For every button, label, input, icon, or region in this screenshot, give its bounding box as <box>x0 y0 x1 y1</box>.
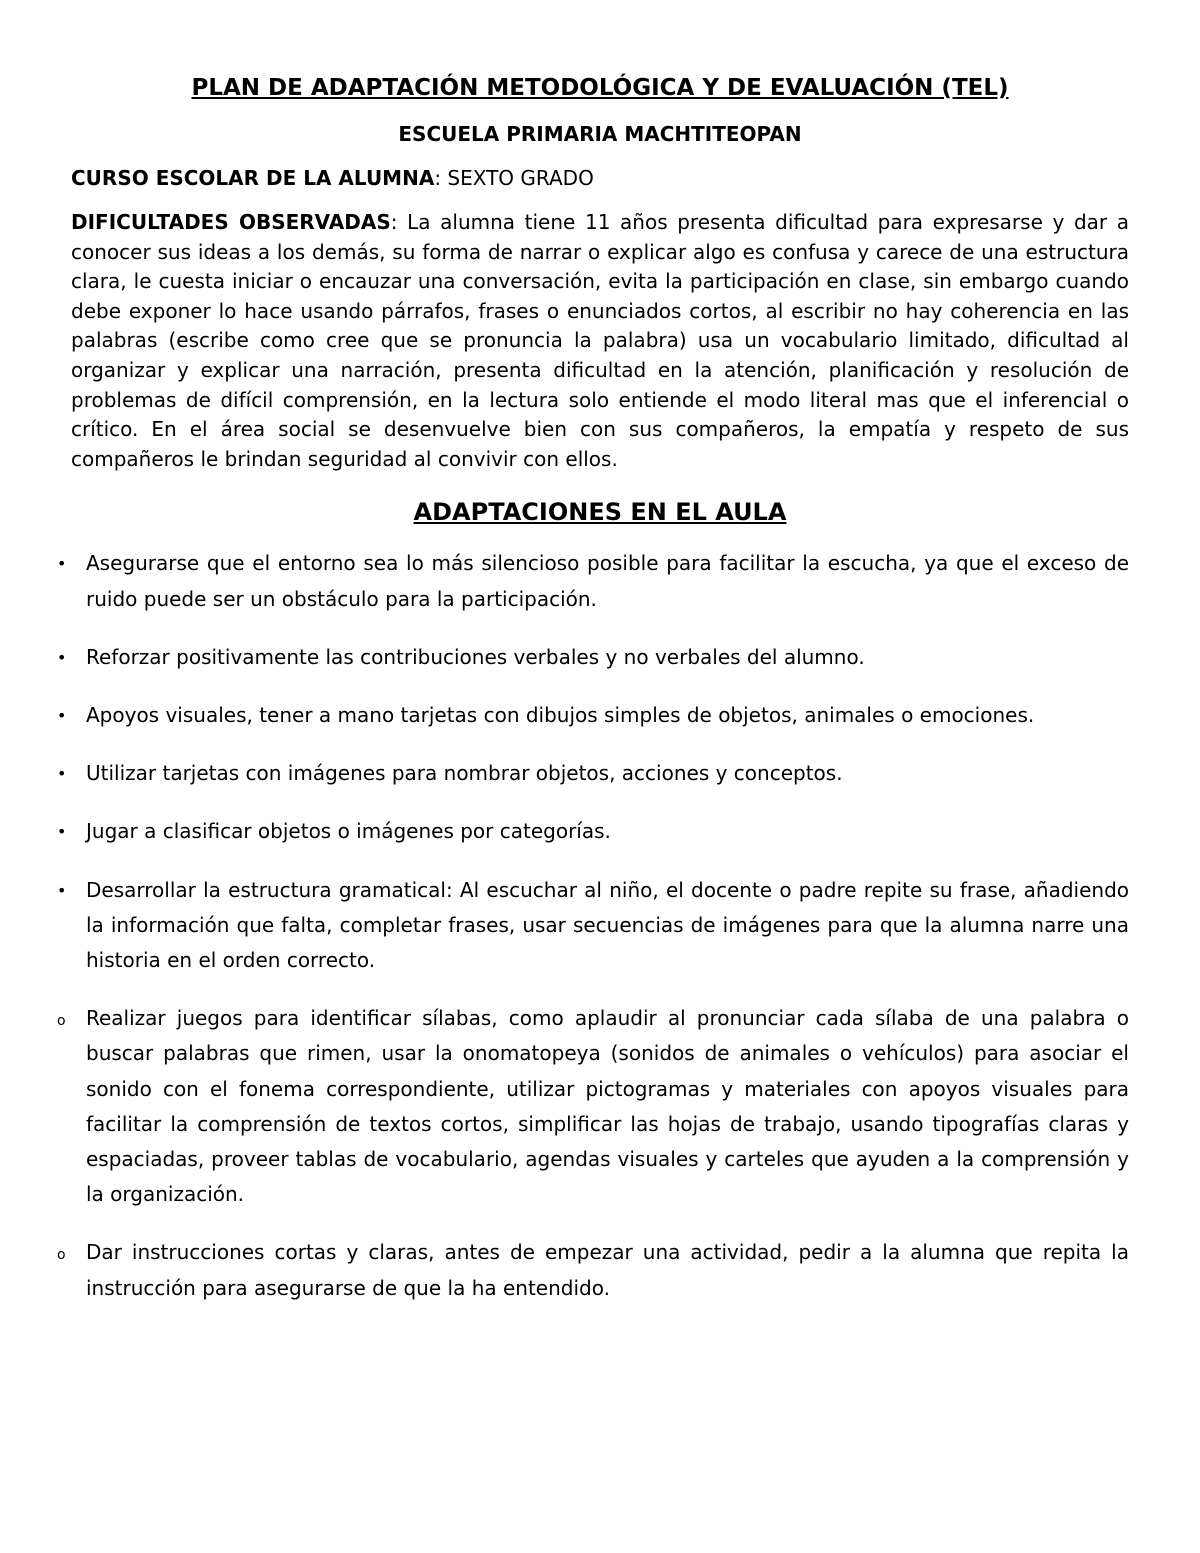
course-label: CURSO ESCOLAR DE LA ALUMNA <box>71 166 435 190</box>
list-item-text: Reforzar positivamente las contribuciones verbales y no verbales del alumno. <box>86 644 865 669</box>
list-item <box>57 756 1129 791</box>
bullet-icon: • <box>57 880 67 900</box>
list-item <box>57 698 1129 733</box>
course-value: : SEXTO GRADO <box>434 166 594 190</box>
difficulties-paragraph <box>71 208 1129 474</box>
list-item <box>57 1001 1129 1212</box>
list-item-text: Apoyos visuales, tener a mano tarjetas con dibujos simples de objetos, animales o emociones. <box>86 702 1035 727</box>
list-item-text: Utilizar tarjetas con imágenes para nombrar objetos, acciones y conceptos. <box>86 761 843 786</box>
adaptations-list <box>57 546 1129 1305</box>
list-item <box>57 814 1129 849</box>
list-item <box>57 1235 1129 1305</box>
difficulties-text: : La alumna tiene 11 años presenta dificultad para expresarse y dar a conocer sus ideas a los demás, su forma de narrar o explicar algo es confusa y carece de una estructura clara, le cuesta iniciar o encauzar una conversación, evita la participación en clase, sin embargo cuando debe exponer lo hace usando párrafos, frases o enunciados cortos, al escribir no hay coherencia en las palabras (escribe como cree que se pronuncia la palabra) usa un vocabulario limitado, dificultad al organizar y explicar una narración, presenta dificultad en la atención, planificación y resolución de problemas de difícil comprensión, en la lectura solo entiende el modo literal mas que el inferencial o crítico. En el área social se desenvuelve bien con sus compañeros, la empatía y respeto de sus compañeros le brindan seguridad al convivir con ellos. <box>71 210 1130 471</box>
school-name: ESCUELA PRIMARIA MACHTITEOPAN <box>398 122 802 146</box>
list-item-text: Dar instrucciones cortas y claras, antes de empezar una actividad, pedir a la alumna que repita la instrucción para asegurarse de que la ha entendido. <box>86 1240 1129 1300</box>
list-item-text: Asegurarse que el entorno sea lo más silencioso posible para facilitar la escucha, ya que el exceso de ruido puede ser un obstáculo para la participación. <box>86 551 1129 611</box>
list-item <box>57 873 1129 979</box>
bullet-icon: • <box>57 647 67 667</box>
document-page <box>57 72 1130 1329</box>
bullet-icon: • <box>57 822 67 842</box>
list-item-text: Jugar a clasificar objetos o imágenes por categorías. <box>86 819 611 844</box>
section-title: ADAPTACIONES EN EL AULA <box>413 498 787 527</box>
bullet-icon: • <box>57 554 67 574</box>
bullet-icon: • <box>57 764 67 784</box>
difficulties-label: DIFICULTADES OBSERVADAS <box>71 210 391 234</box>
course-line <box>71 164 1129 192</box>
list-item-text: Desarrollar la estructura gramatical: Al escuchar al niño, el docente o padre repite su frase, añadiendo la información que falta, completar frases, usar secuencias de imágenes para que la alumna narre una historia en el orden correcto. <box>86 877 1129 972</box>
document-title: PLAN DE ADAPTACIÓN METODOLÓGICA Y DE EVALUACIÓN (TEL) <box>191 75 1009 101</box>
circle-bullet-icon: o <box>57 1013 66 1030</box>
list-item-text: Realizar juegos para identificar sílabas, como aplaudir al pronunciar cada sílaba de una palabra o buscar palabras que rimen, usar la onomatopeya (sonidos de animales o vehículos) para asociar el sonido con el fonema correspondiente, utilizar pictogramas y materiales con apoyos visuales para facilitar la comprensión de textos cortos, simplificar las hojas de trabajo, usando tipografías claras y espaciadas, proveer tablas de vocabulario, agendas visuales y carteles que ayuden a la comprensión y la organización. <box>86 1006 1129 1207</box>
circle-bullet-icon: o <box>57 1247 66 1264</box>
bullet-icon: • <box>57 705 67 725</box>
list-item <box>57 546 1129 616</box>
list-item <box>57 640 1129 675</box>
